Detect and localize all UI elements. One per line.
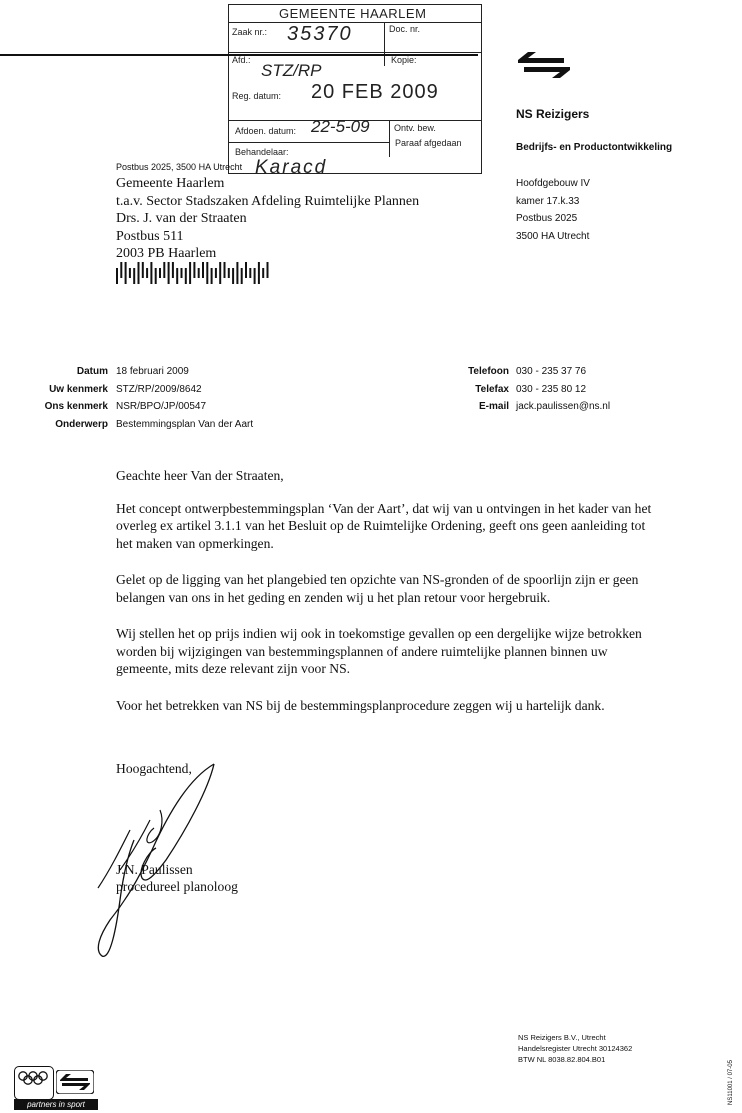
contact-label: Telefax: [475, 383, 509, 395]
recipient-line: Gemeente Haarlem: [116, 176, 225, 191]
barcode-bar: [215, 268, 217, 278]
meta-value: Bestemmingsplan Van der Aart: [116, 418, 254, 430]
barcode-bar: [241, 268, 243, 284]
paragraph: Wij stellen het op prijs indien wij ook in toekomstige gevallen op een dergelijke wijze betrokken worden bij wijzigingen van bestemmingsplannen of andere ruimtelijke plannen binnen uw gemeente, mits deze relevant zijn voor NS.: [116, 626, 642, 676]
afdoen-label: Afdoen. datum:: [235, 126, 297, 136]
barcode-bar: [262, 268, 264, 278]
barcode-bar: [168, 262, 170, 284]
barcode-bar: [228, 268, 230, 278]
barcode-bar: [193, 262, 195, 278]
afd-label: Afd.:: [232, 55, 251, 65]
meta-value: STZ/RP/2009/8642: [116, 383, 202, 395]
ns-name: NS Reizigers: [516, 107, 590, 121]
reference-block: [0, 366, 742, 436]
ns-department: Bedrijfs- en Productontwikkeling: [516, 142, 673, 153]
recipient-line: Drs. J. van der Straaten: [116, 211, 247, 226]
barcode-bar: [198, 268, 200, 278]
reg-label: Reg. datum:: [232, 91, 282, 101]
barcode-bar: [232, 268, 234, 284]
afdoen-value: 22-5-09: [311, 117, 370, 136]
contact-value: jack.paulissen@ns.nl: [516, 401, 611, 412]
meta-value: NSR/BPO/JP/00547: [116, 401, 207, 412]
barcode-bar: [150, 262, 152, 284]
barcode-bar: [254, 268, 256, 284]
barcode-bar: [202, 262, 204, 278]
footer: [518, 1032, 632, 1065]
registration-stamp: [228, 4, 482, 178]
meta-label: Onderwerp: [55, 418, 108, 430]
barcode-bar: [236, 262, 238, 284]
fold-line: [0, 54, 478, 56]
barcode-bar: [224, 262, 226, 278]
barcode-bar: [129, 268, 131, 278]
barcode-bar: [159, 268, 161, 278]
barcode-bar: [189, 262, 191, 284]
reg-value: 20 FEB 2009: [311, 81, 439, 103]
ns-address: [516, 175, 590, 245]
meta-label: Ons kenmerk: [44, 401, 108, 412]
ns-logo-icon: [514, 50, 574, 80]
signatory-title: procedureel planoloog: [116, 879, 238, 894]
meta-label: Uw kenmerk: [49, 383, 108, 395]
paragraph: Voor het betrekken van NS bij de bestemmingsplanprocedure zeggen wij u hartelijk dank.: [116, 697, 605, 713]
ns-address-line: 3500 HA Utrecht: [516, 230, 590, 242]
barcode-bar: [176, 268, 178, 284]
barcode-bar: [249, 268, 251, 278]
footer-line: NS Reizigers B.V., Utrecht: [518, 1033, 606, 1042]
paragraph: Gelet op de ligging van het plangebied ten opzichte van NS-gronden of de spoorlijn zijn er geen belangen van ons in het geding en zenden wij u het plan retour voor hergebruik.: [116, 572, 639, 605]
contact-value: 030 - 235 37 76: [516, 366, 587, 377]
barcode-bar: [138, 262, 140, 284]
contact-label: Telefoon: [468, 366, 509, 377]
footer-line: BTW NL 8038.82.804.B01: [518, 1055, 606, 1064]
contact-label: E-mail: [478, 401, 509, 412]
sender-line: Postbus 2025, 3500 HA Utrecht: [116, 162, 243, 172]
contact-value: 030 - 235 80 12: [516, 383, 587, 395]
doc-label: Doc. nr.: [389, 24, 421, 34]
zaak-label: Zaak nr.:: [232, 27, 268, 37]
recipient-line: 2003 PB Haarlem: [116, 246, 217, 261]
barcode-bar: [245, 262, 247, 278]
barcode-bar: [206, 262, 208, 284]
paragraph: Het concept ontwerpbestemmingsplan ‘Van der Aart’, dat wij van u ontvingen in het kader van het overleg ex artikel 3.1.1 van het Besluit op de Ruimtelijke Ordening, geeft ons geen aanleiding tot het maken van opmerkingen.: [116, 500, 652, 551]
partners-text: partners in sport: [14, 1099, 98, 1110]
barcode-bar: [181, 268, 183, 278]
afd-value: STZ/RP: [261, 61, 322, 80]
barcode-bar: [120, 262, 122, 278]
stamp-title: GEMEENTE HAARLEM: [279, 6, 427, 21]
barcode-bar: [155, 268, 157, 284]
ns-address-line: Postbus 2025: [516, 213, 578, 224]
closing: Hoogachtend,: [116, 761, 192, 776]
kopie-label: Kopie:: [391, 55, 417, 65]
recipient-line: Postbus 511: [116, 228, 184, 244]
barcode-bar: [219, 262, 221, 284]
salutation: Geachte heer Van der Straaten,: [116, 468, 284, 483]
barcode-bar: [133, 268, 135, 284]
zaak-value: 35370: [287, 23, 353, 45]
partners-logo: [14, 1066, 98, 1110]
behandelaar-label: Behandelaar:: [235, 147, 289, 157]
recipient-line: t.a.v. Sector Stadszaken Afdeling Ruimtelijke Plannen: [116, 193, 420, 209]
ns-small-logo-icon: [56, 1070, 94, 1094]
barcode-bar: [211, 268, 213, 284]
letter-body: [116, 467, 662, 733]
meta-label: Datum: [76, 366, 108, 377]
meta-value: 18 februari 2009: [116, 366, 189, 377]
barcode-bar: [185, 268, 187, 284]
ns-address-line: Hoofdgebouw IV: [516, 178, 590, 189]
postal-barcode: [116, 262, 272, 284]
olympic-rings-icon: [17, 1070, 49, 1086]
barcode-bar: [172, 262, 174, 278]
barcode-bar: [267, 262, 269, 278]
recipient-address: [116, 175, 419, 263]
barcode-bar: [163, 262, 165, 278]
behandelaar-value: Karacd: [255, 157, 328, 178]
barcode-bar: [258, 262, 260, 284]
barcode-bar: [125, 262, 127, 284]
paraaf-label: Paraaf afgedaan: [395, 138, 462, 148]
ns-address-line: kamer 17.k.33: [516, 195, 580, 207]
ontv-label: Ontv. bew.: [394, 123, 436, 133]
signature: [90, 760, 230, 960]
footer-line: Handelsregister Utrecht 30124362: [518, 1044, 633, 1053]
barcode-bar: [142, 262, 144, 278]
side-code: NS11001 / 07-05: [728, 1060, 734, 1105]
barcode-bar: [116, 268, 118, 284]
signatory-name: J.N. Paulissen: [116, 862, 193, 877]
barcode-bar: [146, 268, 148, 278]
